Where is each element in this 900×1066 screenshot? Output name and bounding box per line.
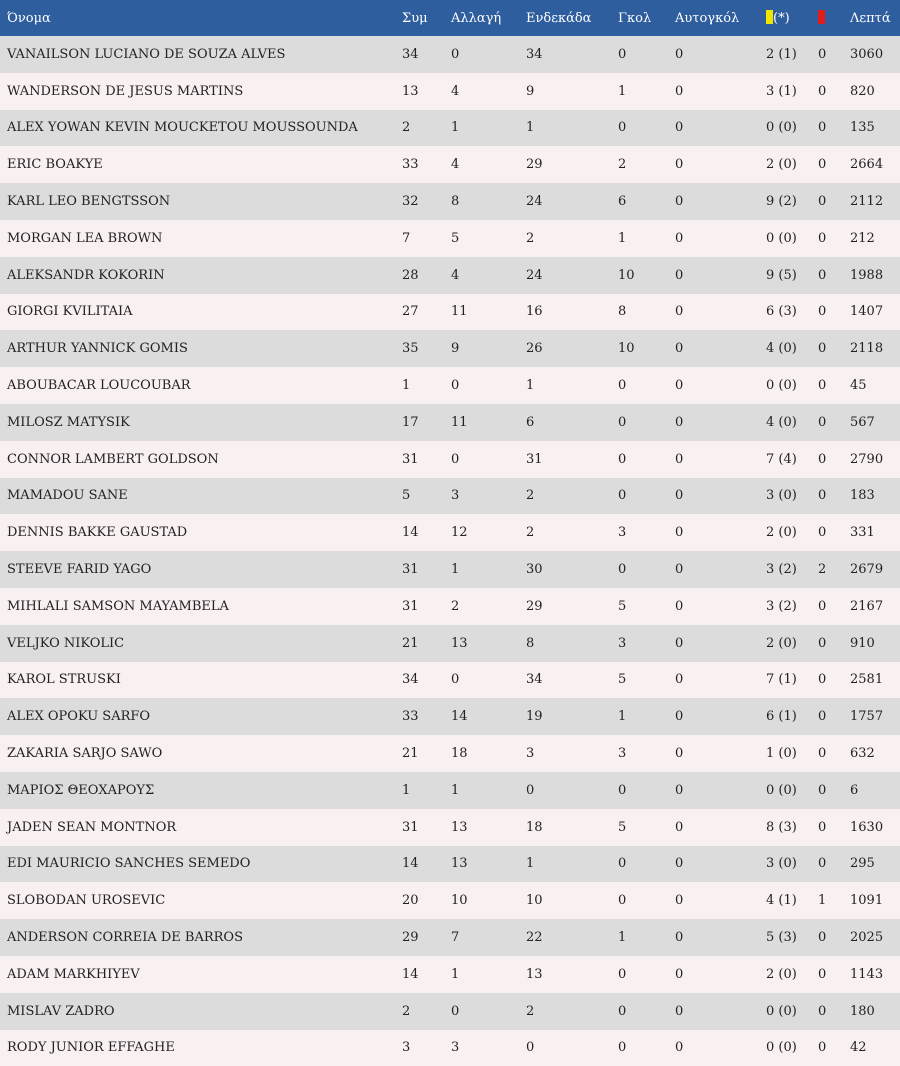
goals-cell: 5 <box>618 672 627 688</box>
minutes-cell: 2112 <box>850 194 884 210</box>
appearances-cell: 31 <box>402 598 419 614</box>
yellow-cards-cell: 2 (0) <box>766 966 797 982</box>
player-name: JADEN SEAN MONTNOR <box>7 819 177 835</box>
appearances-cell: 5 <box>402 488 411 504</box>
appearances-cell: 35 <box>402 341 419 357</box>
red-cards-cell: 0 <box>818 267 827 283</box>
own-goals-cell: 0 <box>675 635 684 651</box>
table-row <box>0 514 900 551</box>
own-goals-cell: 0 <box>675 267 684 283</box>
appearances-cell: 14 <box>402 856 419 872</box>
substitutions-cell: 4 <box>451 157 460 173</box>
yellow-cards-cell: 9 (2) <box>766 194 797 210</box>
goals-cell: 3 <box>618 525 627 541</box>
red-cards-cell: 0 <box>818 819 827 835</box>
goals-cell: 0 <box>618 562 627 578</box>
player-name: ABOUBACAR LOUCOUBAR <box>7 378 191 394</box>
red-cards-cell: 0 <box>818 525 827 541</box>
starting-cell: 34 <box>526 46 543 62</box>
appearances-cell: 32 <box>402 194 419 210</box>
starting-cell: 10 <box>526 893 543 909</box>
own-goals-cell: 0 <box>675 966 684 982</box>
own-goals-cell: 0 <box>675 672 684 688</box>
yellow-cards-cell: 9 (5) <box>766 267 797 283</box>
starting-cell: 8 <box>526 635 535 651</box>
col-red-cards-header[interactable] <box>818 0 850 36</box>
own-goals-cell: 0 <box>675 488 684 504</box>
table-row <box>0 735 900 772</box>
own-goals-cell: 0 <box>675 157 684 173</box>
yellow-cards-cell: 0 (0) <box>766 120 797 136</box>
own-goals-cell: 0 <box>675 230 684 246</box>
yellow-cards-cell: 7 (1) <box>766 672 797 688</box>
appearances-cell: 34 <box>402 46 419 62</box>
table-row <box>0 772 900 809</box>
player-name: ANDERSON CORREIA DE BARROS <box>7 930 243 946</box>
minutes-cell: 2118 <box>850 341 884 357</box>
table-row <box>0 809 900 846</box>
table-row <box>0 257 900 294</box>
table-row <box>0 110 900 147</box>
yellow-cards-cell: 2 (0) <box>766 157 797 173</box>
yellow-cards-cell: 0 (0) <box>766 782 797 798</box>
own-goals-cell: 0 <box>675 83 684 99</box>
player-name: ZAKARIA SARJO SAWO <box>7 746 163 762</box>
own-goals-cell: 0 <box>675 525 684 541</box>
minutes-cell: 42 <box>850 1040 867 1056</box>
minutes-cell: 6 <box>850 782 859 798</box>
goals-cell: 10 <box>618 267 635 283</box>
own-goals-cell: 0 <box>675 194 684 210</box>
own-goals-cell: 0 <box>675 414 684 430</box>
own-goals-cell: 0 <box>675 782 684 798</box>
goals-cell: 0 <box>618 782 627 798</box>
own-goals-cell: 0 <box>675 746 684 762</box>
red-cards-cell: 0 <box>818 451 827 467</box>
red-cards-cell: 0 <box>818 856 827 872</box>
yellow-card-icon <box>766 10 773 24</box>
table-body <box>0 36 900 1066</box>
substitutions-cell: 7 <box>451 930 460 946</box>
table-row <box>0 919 900 956</box>
player-name: GIORGI KVILITAIA <box>7 304 133 320</box>
starting-cell: 1 <box>526 120 535 136</box>
minutes-cell: 2167 <box>850 598 884 614</box>
player-name: ERIC BOAKYE <box>7 157 103 173</box>
red-card-icon <box>818 10 825 24</box>
goals-cell: 6 <box>618 194 627 210</box>
substitutions-cell: 4 <box>451 83 460 99</box>
goals-cell: 3 <box>618 635 627 651</box>
table-row <box>0 220 900 257</box>
goals-cell: 0 <box>618 893 627 909</box>
starting-cell: 24 <box>526 194 543 210</box>
starting-cell: 18 <box>526 819 543 835</box>
table-row <box>0 698 900 735</box>
minutes-cell: 331 <box>850 525 875 541</box>
goals-cell: 0 <box>618 966 627 982</box>
minutes-cell: 183 <box>850 488 875 504</box>
minutes-cell: 212 <box>850 230 875 246</box>
goals-cell: 2 <box>618 157 627 173</box>
yellow-cards-cell: 6 (1) <box>766 709 797 725</box>
own-goals-cell: 0 <box>675 1003 684 1019</box>
minutes-cell: 1630 <box>850 819 884 835</box>
yellow-cards-cell: 4 (1) <box>766 893 797 909</box>
table-row <box>0 73 900 110</box>
substitutions-cell: 13 <box>451 856 468 872</box>
starting-cell: 0 <box>526 782 535 798</box>
table-row <box>0 441 900 478</box>
red-cards-cell: 0 <box>818 672 827 688</box>
substitutions-cell: 0 <box>451 451 460 467</box>
starting-cell: 19 <box>526 709 543 725</box>
starting-cell: 1 <box>526 856 535 872</box>
starting-cell: 29 <box>526 598 543 614</box>
substitutions-cell: 0 <box>451 46 460 62</box>
starting-cell: 22 <box>526 930 543 946</box>
minutes-cell: 45 <box>850 378 867 394</box>
minutes-cell: 295 <box>850 856 875 872</box>
table-row <box>0 478 900 515</box>
starting-cell: 1 <box>526 378 535 394</box>
goals-cell: 0 <box>618 856 627 872</box>
red-cards-cell: 0 <box>818 414 827 430</box>
appearances-cell: 1 <box>402 782 411 798</box>
table-row <box>0 993 900 1030</box>
yellow-cards-cell: 0 (0) <box>766 1003 797 1019</box>
appearances-cell: 14 <box>402 966 419 982</box>
table-row <box>0 956 900 993</box>
yellow-cards-cell: 5 (3) <box>766 930 797 946</box>
red-cards-cell: 0 <box>818 304 827 320</box>
col-starting-header[interactable]: Ενδεκάδα <box>526 10 592 26</box>
col-goals-header[interactable]: Γκολ <box>618 10 652 26</box>
yellow-cards-cell: 0 (0) <box>766 230 797 246</box>
own-goals-cell: 0 <box>675 819 684 835</box>
minutes-cell: 1091 <box>850 893 884 909</box>
starting-cell: 6 <box>526 414 535 430</box>
appearances-cell: 2 <box>402 120 411 136</box>
goals-cell: 0 <box>618 378 627 394</box>
substitutions-cell: 3 <box>451 488 460 504</box>
substitutions-cell: 4 <box>451 267 460 283</box>
yellow-cards-cell: 8 (3) <box>766 819 797 835</box>
goals-cell: 10 <box>618 341 635 357</box>
starting-cell: 26 <box>526 341 543 357</box>
starting-cell: 2 <box>526 488 535 504</box>
yellow-cards-cell: 0 (0) <box>766 1040 797 1056</box>
own-goals-cell: 0 <box>675 709 684 725</box>
substitutions-cell: 18 <box>451 746 468 762</box>
starting-cell: 34 <box>526 672 543 688</box>
appearances-cell: 29 <box>402 930 419 946</box>
yellow-cards-cell: 4 (0) <box>766 341 797 357</box>
table-row <box>0 551 900 588</box>
col-own-goals-header[interactable]: Αυτογκόλ <box>675 10 740 26</box>
player-name: VELJKO NIKOLIC <box>7 635 125 651</box>
substitutions-cell: 13 <box>451 635 468 651</box>
player-name: SLOBODAN UROSEVIC <box>7 893 166 909</box>
substitutions-cell: 2 <box>451 598 460 614</box>
goals-cell: 0 <box>618 1040 627 1056</box>
substitutions-cell: 1 <box>451 120 460 136</box>
own-goals-cell: 0 <box>675 598 684 614</box>
own-goals-cell: 0 <box>675 46 684 62</box>
starting-cell: 16 <box>526 304 543 320</box>
appearances-cell: 2 <box>402 1003 411 1019</box>
own-goals-cell: 0 <box>675 856 684 872</box>
minutes-cell: 2664 <box>850 157 884 173</box>
table-row <box>0 1030 900 1066</box>
table-row <box>0 404 900 441</box>
own-goals-cell: 0 <box>675 930 684 946</box>
starting-cell: 9 <box>526 83 535 99</box>
starting-cell: 2 <box>526 230 535 246</box>
own-goals-cell: 0 <box>675 451 684 467</box>
appearances-cell: 20 <box>402 893 419 909</box>
yellow-cards-cell: 7 (4) <box>766 451 797 467</box>
player-name: ALEKSANDR KOKORIN <box>7 267 165 283</box>
player-name: KARL LEO BENGTSSON <box>7 194 171 210</box>
appearances-cell: 31 <box>402 451 419 467</box>
yellow-cards-cell: 3 (2) <box>766 562 797 578</box>
header-row <box>0 0 900 36</box>
goals-cell: 5 <box>618 598 627 614</box>
red-cards-cell: 1 <box>818 893 827 909</box>
goals-cell: 1 <box>618 930 627 946</box>
red-cards-cell: 0 <box>818 635 827 651</box>
appearances-cell: 33 <box>402 157 419 173</box>
red-cards-cell: 2 <box>818 562 827 578</box>
appearances-cell: 28 <box>402 267 419 283</box>
goals-cell: 0 <box>618 414 627 430</box>
minutes-cell: 567 <box>850 414 875 430</box>
substitutions-cell: 13 <box>451 819 468 835</box>
red-cards-cell: 0 <box>818 341 827 357</box>
appearances-cell: 27 <box>402 304 419 320</box>
goals-cell: 0 <box>618 451 627 467</box>
red-cards-cell: 0 <box>818 782 827 798</box>
own-goals-cell: 0 <box>675 893 684 909</box>
minutes-cell: 632 <box>850 746 875 762</box>
red-cards-cell: 0 <box>818 230 827 246</box>
appearances-cell: 1 <box>402 378 411 394</box>
minutes-cell: 1988 <box>850 267 884 283</box>
yellow-cards-cell: 0 (0) <box>766 378 797 394</box>
goals-cell: 0 <box>618 46 627 62</box>
starting-cell: 13 <box>526 966 543 982</box>
substitutions-cell: 1 <box>451 782 460 798</box>
starting-cell: 3 <box>526 746 535 762</box>
yellow-cards-cell: 2 (0) <box>766 635 797 651</box>
appearances-cell: 3 <box>402 1040 411 1056</box>
appearances-cell: 7 <box>402 230 411 246</box>
substitutions-cell: 8 <box>451 194 460 210</box>
own-goals-cell: 0 <box>675 378 684 394</box>
goals-cell: 0 <box>618 120 627 136</box>
substitutions-cell: 1 <box>451 966 460 982</box>
yellow-cards-cell: 4 (0) <box>766 414 797 430</box>
player-name: MAMADOU SANE <box>7 488 128 504</box>
red-cards-cell: 0 <box>818 83 827 99</box>
goals-cell: 8 <box>618 304 627 320</box>
appearances-cell: 31 <box>402 819 419 835</box>
yellow-cards-cell: 3 (2) <box>766 598 797 614</box>
player-name: ΜΑΡΙΟΣ ΘΕΟΧΑΡΟΥΣ <box>7 782 155 798</box>
player-name: EDI MAURICIO SANCHES SEMEDO <box>7 856 251 872</box>
yellow-cards-cell: 3 (0) <box>766 856 797 872</box>
goals-cell: 0 <box>618 1003 627 1019</box>
substitutions-cell: 0 <box>451 378 460 394</box>
table-row <box>0 183 900 220</box>
minutes-cell: 910 <box>850 635 875 651</box>
player-name: VANAILSON LUCIANO DE SOUZA ALVES <box>7 46 286 62</box>
yellow-cards-cell: 3 (0) <box>766 488 797 504</box>
red-cards-cell: 0 <box>818 746 827 762</box>
own-goals-cell: 0 <box>675 304 684 320</box>
table-row <box>0 662 900 699</box>
minutes-cell: 2679 <box>850 562 884 578</box>
table-row <box>0 882 900 919</box>
yellow-cards-cell: 6 (3) <box>766 304 797 320</box>
player-name: RODY JUNIOR EFFAGHE <box>7 1040 175 1056</box>
table-row <box>0 330 900 367</box>
substitutions-cell: 10 <box>451 893 468 909</box>
starting-cell: 0 <box>526 1040 535 1056</box>
minutes-cell: 2025 <box>850 930 884 946</box>
minutes-cell: 1407 <box>850 304 884 320</box>
minutes-cell: 2581 <box>850 672 884 688</box>
own-goals-cell: 0 <box>675 1040 684 1056</box>
table-row <box>0 294 900 331</box>
red-cards-cell: 0 <box>818 46 827 62</box>
red-cards-cell: 0 <box>818 598 827 614</box>
minutes-cell: 135 <box>850 120 875 136</box>
player-name: WANDERSON DE JESUS MARTINS <box>7 83 244 99</box>
red-cards-cell: 0 <box>818 966 827 982</box>
red-cards-cell: 0 <box>818 930 827 946</box>
appearances-cell: 21 <box>402 635 419 651</box>
col-minutes-header[interactable]: Λεπτά <box>850 10 891 26</box>
red-cards-cell: 0 <box>818 378 827 394</box>
col-name-header[interactable]: Όνομα <box>7 10 51 26</box>
player-name: KAROL STRUSKI <box>7 672 121 688</box>
red-cards-cell: 0 <box>818 709 827 725</box>
own-goals-cell: 0 <box>675 120 684 136</box>
own-goals-cell: 0 <box>675 562 684 578</box>
minutes-cell: 2790 <box>850 451 884 467</box>
starting-cell: 2 <box>526 1003 535 1019</box>
minutes-cell: 820 <box>850 83 875 99</box>
player-name: CONNOR LAMBERT GOLDSON <box>7 451 219 467</box>
substitutions-cell: 0 <box>451 1003 460 1019</box>
yellow-cards-cell: 1 (0) <box>766 746 797 762</box>
player-name: MIHLALI SAMSON MAYAMBELA <box>7 598 229 614</box>
substitutions-cell: 5 <box>451 230 460 246</box>
minutes-cell: 1757 <box>850 709 884 725</box>
col-appearances-header[interactable]: Συμ <box>402 10 428 26</box>
minutes-cell: 180 <box>850 1003 875 1019</box>
substitutions-cell: 1 <box>451 562 460 578</box>
player-name: ALEX YOWAN KEVIN MOUCKETOU MOUSSOUNDA <box>7 120 358 136</box>
player-name: MORGAN LEA BROWN <box>7 230 163 246</box>
starting-cell: 31 <box>526 451 543 467</box>
table-row <box>0 367 900 404</box>
substitutions-cell: 9 <box>451 341 460 357</box>
player-name: DENNIS BAKKE GAUSTAD <box>7 525 188 541</box>
red-cards-cell: 0 <box>818 194 827 210</box>
appearances-cell: 21 <box>402 746 419 762</box>
appearances-cell: 17 <box>402 414 419 430</box>
appearances-cell: 31 <box>402 562 419 578</box>
yellow-cards-cell: 2 (1) <box>766 46 797 62</box>
appearances-cell: 34 <box>402 672 419 688</box>
red-cards-cell: 0 <box>818 1040 827 1056</box>
appearances-cell: 13 <box>402 83 419 99</box>
player-name: MISLAV ZADRO <box>7 1003 115 1019</box>
table-row <box>0 588 900 625</box>
substitutions-cell: 0 <box>451 672 460 688</box>
goals-cell: 1 <box>618 230 627 246</box>
red-cards-cell: 0 <box>818 157 827 173</box>
goals-cell: 0 <box>618 488 627 504</box>
starting-cell: 2 <box>526 525 535 541</box>
col-substitutions-header[interactable]: Αλλαγή <box>451 10 502 26</box>
red-cards-cell: 0 <box>818 1003 827 1019</box>
player-name: ALEX OPOKU SARFO <box>7 709 151 725</box>
player-name: MILOSZ MATYSIK <box>7 414 130 430</box>
col-yellow-cards-header[interactable] <box>766 0 818 36</box>
red-cards-cell: 0 <box>818 120 827 136</box>
table-row <box>0 146 900 183</box>
yellow-cards-cell: 3 (1) <box>766 83 797 99</box>
yellow-cards-cell: 2 (0) <box>766 525 797 541</box>
substitutions-cell: 11 <box>451 414 468 430</box>
starting-cell: 29 <box>526 157 543 173</box>
appearances-cell: 33 <box>402 709 419 725</box>
starting-cell: 30 <box>526 562 543 578</box>
appearances-cell: 14 <box>402 525 419 541</box>
substitutions-cell: 3 <box>451 1040 460 1056</box>
red-cards-cell: 0 <box>818 488 827 504</box>
player-name: ARTHUR YANNICK GOMIS <box>7 341 188 357</box>
substitutions-cell: 14 <box>451 709 468 725</box>
table-header <box>0 0 900 36</box>
substitutions-cell: 11 <box>451 304 468 320</box>
table-row <box>0 36 900 73</box>
goals-cell: 5 <box>618 819 627 835</box>
own-goals-cell: 0 <box>675 341 684 357</box>
goals-cell: 1 <box>618 709 627 725</box>
player-name: STEEVE FARID YAGO <box>7 562 152 578</box>
player-name: ADAM MARKHIYEV <box>7 966 140 982</box>
minutes-cell: 3060 <box>850 46 884 62</box>
starting-cell: 24 <box>526 267 543 283</box>
goals-cell: 1 <box>618 83 627 99</box>
yellow-suffix: (*) <box>773 11 790 26</box>
goals-cell: 3 <box>618 746 627 762</box>
minutes-cell: 1143 <box>850 966 884 982</box>
table-row <box>0 846 900 883</box>
substitutions-cell: 12 <box>451 525 468 541</box>
table-row <box>0 625 900 662</box>
